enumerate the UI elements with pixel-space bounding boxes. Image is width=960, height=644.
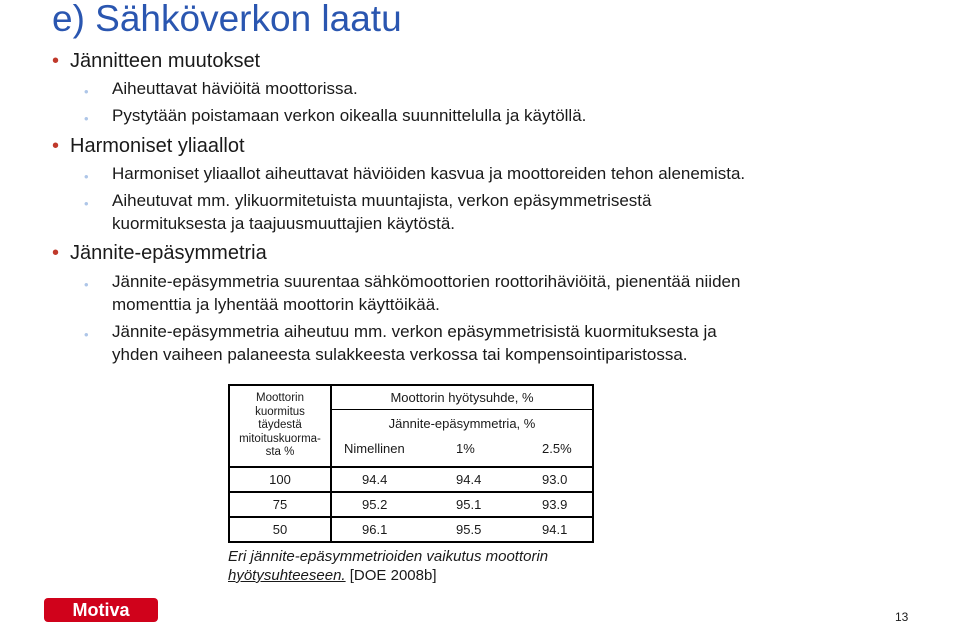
efficiency-header [331, 385, 593, 467]
sub-bullet-marker: • [84, 327, 89, 342]
load-cell: 100 [229, 467, 331, 492]
value-2-5pct: 94.1 [542, 522, 568, 537]
caption-source: [DOE 2008b] [345, 567, 437, 584]
table-row [229, 517, 593, 542]
sub-bullet-text: Pystytään poistamaan verkon oikealla suunnittelulla ja käytöllä. [112, 106, 587, 125]
header-line: Moottorin [256, 392, 304, 405]
slide-title: e) Sähköverkon laatu [52, 0, 402, 39]
value-1pct: 95.5 [456, 522, 482, 537]
sub-bullet-marker: • [84, 111, 89, 126]
header-line: täydestä [258, 419, 302, 432]
values-cell [331, 492, 593, 517]
sub-bullet-line: Jännite-epäsymmetria aiheutuu mm. verkon epäsymmetrisistä kuormituksesta ja [112, 322, 717, 341]
values-cell [331, 517, 593, 542]
sub-bullet-text [112, 189, 651, 235]
asymmetry-subtitle: Jännite-epäsymmetria, % [388, 416, 536, 431]
value-nominal: 96.1 [362, 522, 388, 537]
value-nominal: 95.2 [362, 497, 388, 512]
sub-bullet-text [112, 320, 717, 366]
efficiency-table [228, 384, 594, 543]
header-divider [332, 409, 592, 410]
sub-bullet-marker: • [84, 84, 89, 99]
value-2-5pct: 93.0 [542, 472, 568, 487]
value-nominal: 94.4 [362, 472, 388, 487]
header-line: mitoituskuorma- [239, 432, 321, 445]
values-cell [331, 467, 593, 492]
table-row [229, 492, 593, 517]
page-number: 13 [895, 610, 909, 624]
sub-bullet-marker: • [84, 277, 89, 292]
bullet-label: Jännite-epäsymmetria [70, 242, 267, 264]
logo-text: Motiva [72, 600, 130, 620]
column-label-nominal: Nimellinen [344, 441, 405, 456]
bullet-marker: • [52, 242, 60, 264]
value-1pct: 94.4 [456, 472, 482, 487]
column-label-1pct: 1% [456, 441, 475, 456]
bullet-marker: • [52, 135, 60, 157]
load-column-header [229, 385, 331, 467]
load-cell: 50 [229, 517, 331, 542]
bullet-label: Harmoniset yliaallot [70, 135, 245, 157]
table-row [229, 467, 593, 492]
caption-line: Eri jännite-epäsymmetrioiden vaikutus moottorin [228, 548, 549, 565]
value-2-5pct: 93.9 [542, 497, 568, 512]
table-caption [228, 547, 548, 585]
sub-bullet-marker: • [84, 169, 89, 184]
table-header-row [229, 385, 593, 467]
sub-bullet-line: yhden vaiheen palaneesta sulakkeesta verkossa tai kompensointiparistossa. [112, 345, 688, 364]
sub-bullet-line: kuormituksesta ja taajuusmuuttajien käytöstä. [112, 214, 456, 233]
sub-bullet-text: Harmoniset yliaallot aiheuttavat häviöiden kasvua ja moottoreiden tehon alenemista. [112, 164, 746, 183]
sub-bullet-line: Jännite-epäsymmetria suurentaa sähkömoottorien roottorihäviöitä, pienentää niiden [112, 272, 741, 291]
efficiency-title: Moottorin hyötysuhde, % [390, 390, 534, 405]
sub-bullet-text: Aiheuttavat häviöitä moottorissa. [112, 79, 358, 98]
value-1pct: 95.1 [456, 497, 482, 512]
motiva-logo [44, 598, 158, 622]
sub-bullet-marker: • [84, 196, 89, 211]
bullet-marker: • [52, 50, 60, 72]
sub-bullet-line: Aiheutuvat mm. ylikuormitetuista muuntajista, verkon epäsymmetrisestä [112, 191, 652, 210]
load-cell: 75 [229, 492, 331, 517]
sub-bullet-text [112, 270, 740, 316]
bullet-label: Jännitteen muutokset [70, 50, 261, 72]
header-line: sta % [265, 446, 295, 459]
header-line: kuormitus [255, 405, 305, 418]
column-label-2-5pct: 2.5% [542, 441, 572, 456]
sub-bullet-line: momenttia ja lyhentää moottorin käyttöikää. [112, 295, 440, 314]
caption-line: hyötysuhteeseen. [228, 567, 346, 584]
